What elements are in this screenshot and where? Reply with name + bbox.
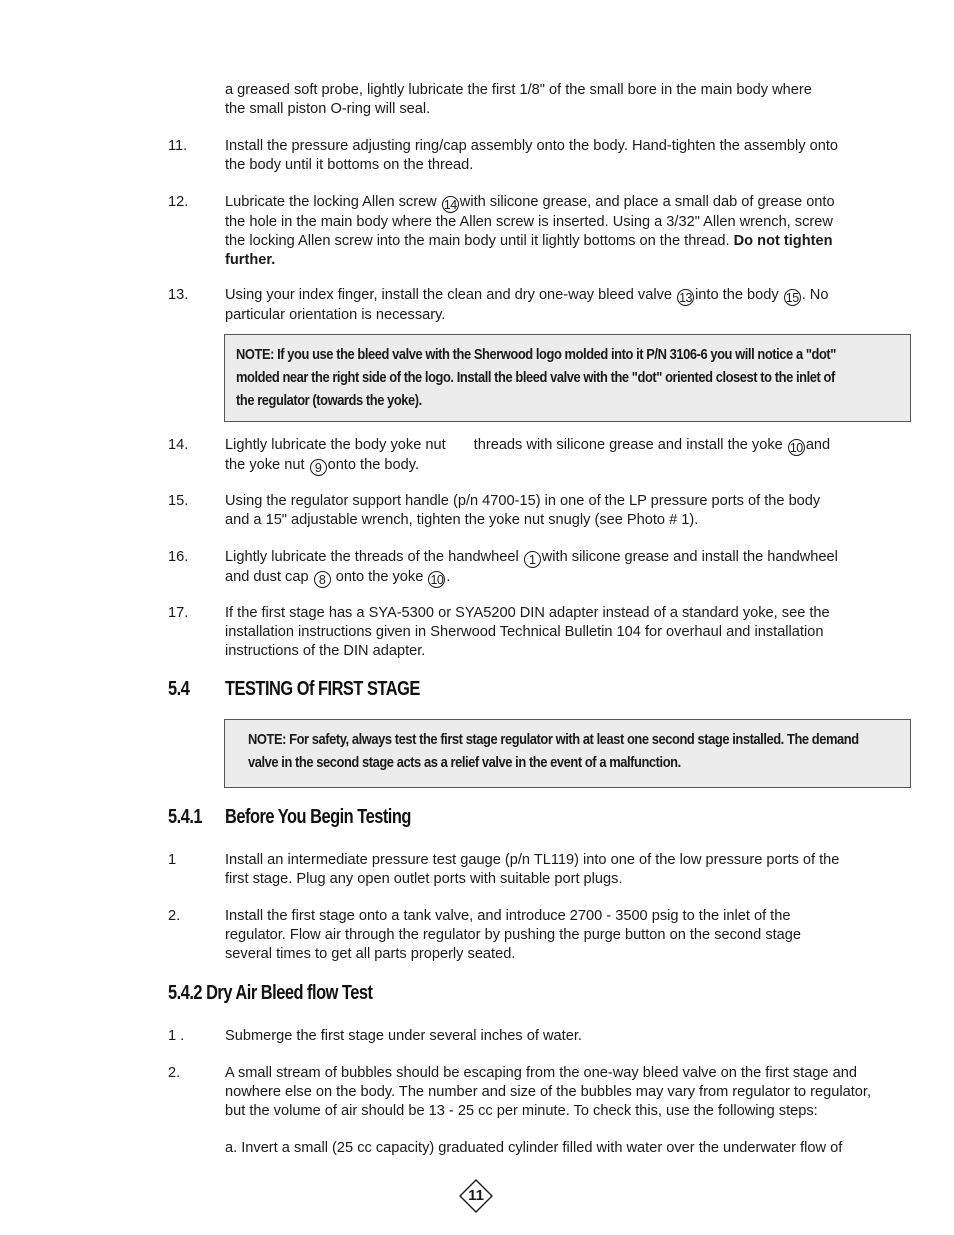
step-text: onto the yoke [335,569,424,585]
step-number: 11. [168,138,188,154]
note-line: NOTE: For safety, always test the first stage regulator with at least one second stage installed. The demand [248,731,859,748]
step-13-text [225,286,915,325]
step-number: 13. [168,287,189,303]
step-text: with silicone grease and install the handwheel [541,549,838,565]
part-ref-callout: 15 [784,289,801,306]
subsection-number-text: 5.4.1 [168,806,203,828]
testing-step-1-text [225,851,915,889]
step-text: and [805,437,831,453]
step-number: 14. [168,437,189,453]
intro-paragraph [225,81,915,119]
page-number: 11 [468,1187,484,1204]
warning-text: Do not tighten [733,232,833,249]
step-line: Install the first stage onto a tank valve, and introduce 2700 - 3500 psig to the inlet of the [225,908,791,924]
step-12-text [225,193,915,269]
step-text: Using your index finger, install the clean and dry one-way bleed valve [225,287,672,303]
part-ref-callout: 9 [310,459,327,476]
step-text: threads with silicone grease and install the yoke [473,437,783,453]
step-line: and a 15" adjustable wrench, tighten the yoke nut snugly (see Photo # 1). [225,511,699,528]
step-line: the hole in the main body where the Allen screw is inserted. Using a 3/32" Allen wrench, screw [225,214,833,230]
step-17-text [225,604,915,660]
step-text: and dust cap [225,569,309,585]
testing-step-2-text [225,907,915,963]
step-line: If the first stage has a SYA-5300 or SYA5200 DIN adapter instead of a standard yoke, see the [225,605,830,621]
step-number: 1 [168,852,177,868]
step-line: Install an intermediate pressure test gauge (p/n TL119) into one of the low pressure ports of the [225,852,840,868]
subsection-number [168,806,209,829]
substep-a-text: a. Invert a small (25 cc capacity) graduated cylinder filled with water over the underwater flow of [225,1140,843,1156]
part-ref-callout: 10 [788,439,805,456]
step-number: 16. [168,549,189,565]
note-box [224,719,911,788]
step-text: onto the body. [327,457,419,473]
part-ref-callout: 10 [428,571,445,588]
note-line: molded near the right side of the logo. Install the bleed valve with the "dot" oriented closest to the inlet of [236,369,835,386]
section-number [168,678,194,701]
step-text: . No [801,287,829,303]
subsection-title [168,982,417,1005]
step-number: 12. [168,194,189,210]
step-line: Using the regulator support handle (p/n 4700-15) in one of the LP pressure ports of the body [225,493,821,509]
step-line: installation instructions given in Sherwood Technical Bulletin 104 for overhaul and installation [225,623,824,640]
step-line: nowhere else on the body. The number and size of the bubbles may vary from regulator to regulator, [225,1083,872,1100]
step-14-text [225,436,915,476]
part-ref-callout: 13 [677,289,694,306]
step-text: into the body [695,287,779,303]
subsection-title [225,806,452,829]
part-ref-callout: 14 [442,196,459,213]
step-11-text [225,137,915,175]
part-ref-callout: 1 [524,551,541,568]
subsection-title-text: Before You Begin Testing [225,806,411,828]
note-line: valve in the second stage acts as a relief valve in the event of a malfunction. [248,754,681,771]
step-number: 2. [168,1065,181,1081]
step-number: 17. [168,605,189,621]
page-number-badge [459,1179,493,1213]
subsection-title-text: 5.4.2 Dry Air Bleed flow Test [168,982,373,1004]
step-line: several times to get all parts properly seated. [225,945,516,962]
step-line: Submerge the first stage under several inches of water. [225,1028,582,1044]
part-ref-callout: 8 [314,571,331,588]
step-15-text [225,492,915,530]
step-text: Lightly lubricate the threads of the handwheel [225,549,519,565]
note-box [224,334,911,422]
intro-line-2: the small piston O-ring will seal. [225,100,431,117]
step-line: the body until it bottoms on the thread. [225,156,474,173]
step-line: but the volume of air should be 13 - 25 cc per minute. To check this, use the following steps: [225,1102,818,1119]
section-title-text: TESTING Of FIRST STAGE [225,678,420,700]
step-text: . [446,569,451,585]
step-number: 2. [168,908,181,924]
step-line: instructions of the DIN adapter. [225,642,426,659]
step-number: 15. [168,493,189,509]
step-text: Lubricate the locking Allen screw [225,194,437,210]
section-number-text: 5.4 [168,678,190,700]
step-text: with silicone grease, and place a small dab of grease onto [459,194,835,210]
step-line: regulator. Flow air through the regulator by pushing the purge button on the second stage [225,926,802,943]
warning-text: further. [225,251,276,268]
step-16-text [225,548,915,588]
bleed-step-1-text [225,1027,915,1046]
step-line: first stage. Plug any open outlet ports with suitable port plugs. [225,870,623,887]
section-title [225,678,463,701]
step-line: A small stream of bubbles should be escaping from the one-way bleed valve on the first stage and [225,1065,857,1081]
step-text: the yoke nut [225,457,305,473]
step-text: Lightly lubricate the body yoke nut [225,437,446,453]
bleed-step-2-text [225,1064,930,1120]
note-line: NOTE: If you use the bleed valve with the Sherwood logo molded into it P/N 3106-6 you will notice a "dot" [236,346,836,363]
intro-line-1: a greased soft probe, lightly lubricate the first 1/8" of the small bore in the main body where [225,82,812,98]
note-line: the regulator (towards the yoke). [236,392,422,409]
step-line: particular orientation is necessary. [225,307,446,323]
step-line: Install the pressure adjusting ring/cap assembly onto the body. Hand-tighten the assembly onto [225,138,839,154]
step-number: 1 . [168,1028,185,1044]
step-text: the locking Allen screw into the main body until it lightly bottoms on the thread. [225,232,730,249]
